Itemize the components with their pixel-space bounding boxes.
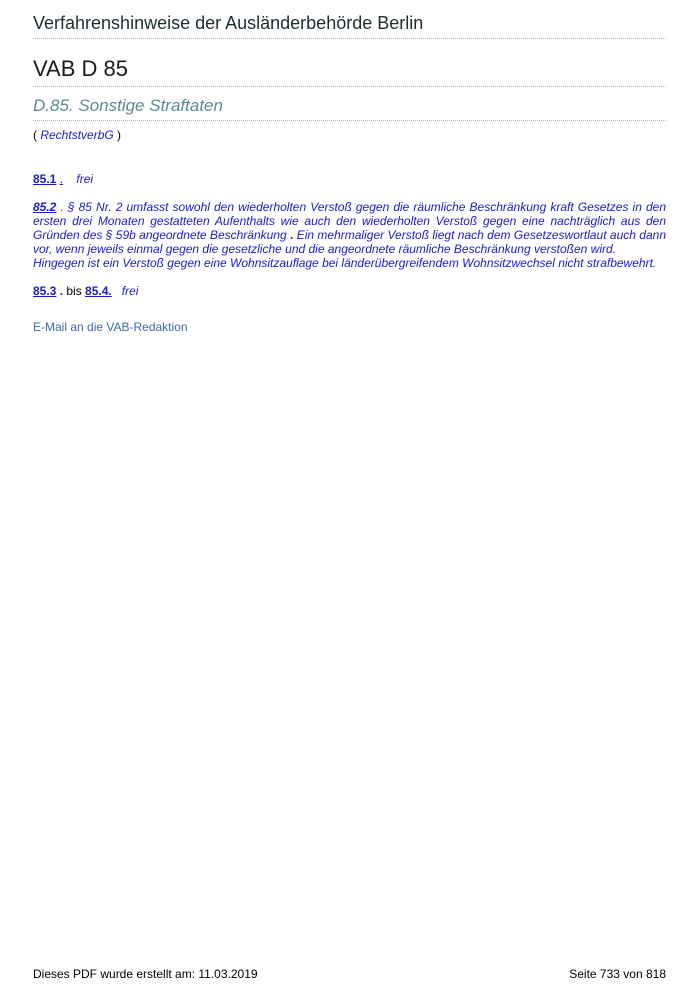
paragraph-number-link-from[interactable]: 85.3 (33, 284, 57, 298)
paragraph-text-b: Ein mehrmaliger Verstoß liegt nach dem Gesetzeswortlaut auch dann vor, wenn jeweils einmal gegen die gesetzliche und die angeordnete räumliche Beschränkung verstoßen wird. (33, 228, 666, 256)
publication-title: Verfahrenshinweise der Ausländerbehörde Berlin (33, 13, 666, 39)
footer-page-number: Seite 733 von 818 (569, 967, 666, 981)
document-code: VAB D 85 (33, 56, 666, 87)
paragraph-text-a: . § 85 Nr. 2 umfasst sowohl den wiederholten Verstoß gegen die räumliche Beschränkung kraft Gesetzes in den ersten drei Monaten gestatteten Aufenthalts wie auch den wiederholten Verstoß gegen eine nachträglich aus den Gründen des § 59b angeordnete Beschränkung (33, 200, 666, 242)
paragraph-number-link-to[interactable]: 85.4. (85, 284, 112, 298)
law-ref-close: ) (113, 128, 122, 142)
paragraph-connector: bis (63, 284, 86, 298)
email-editorial-link[interactable]: E-Mail an die VAB-Redaktion (33, 320, 188, 334)
paragraph-dot-link[interactable]: . (59, 172, 64, 186)
paragraph-bold-dot: . (290, 228, 294, 242)
footer-created-date: Dieses PDF wurde erstellt am: 11.03.2019 (33, 967, 258, 981)
paragraph-text: frei (121, 284, 139, 298)
paragraph-number-link[interactable]: 85.2 (33, 200, 57, 214)
paragraph-dot: . (56, 284, 64, 298)
paragraph-text: frei (76, 172, 94, 186)
section-title: D.85. Sonstige Straftaten (33, 96, 666, 121)
law-ref-link[interactable]: RechtstverbG (40, 128, 114, 142)
paragraph-text-c: Hingegen ist ein Verstoß gegen eine Wohnsitzauflage bei länderübergreifendem Wohnsitzwechsel nicht strafbewehrt. (33, 256, 657, 270)
paragraph-85-2 (33, 200, 666, 270)
law-reference (33, 128, 666, 143)
paragraph-number-link[interactable]: 85.1 (33, 172, 57, 186)
paragraph-85-3-to-85-4 (33, 284, 666, 298)
paragraph-85-1 (33, 172, 666, 186)
document-page (33, 0, 666, 334)
law-ref-open: ( (33, 128, 41, 142)
